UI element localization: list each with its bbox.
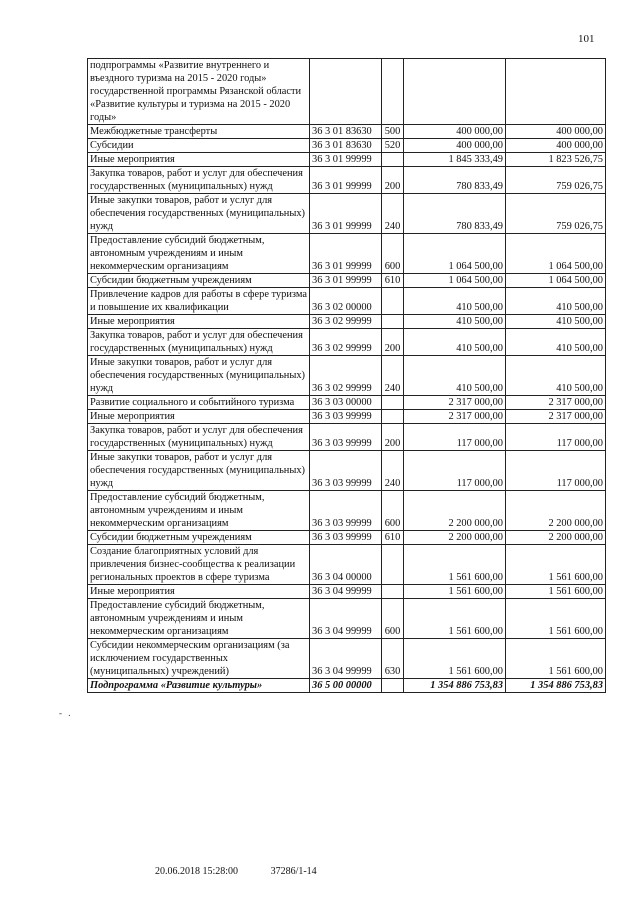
row-name: Привлечение кадров для работы в сфере туризма и повышение их квалификации xyxy=(88,288,310,315)
table-row xyxy=(88,194,606,234)
row-expense-kind xyxy=(382,153,404,167)
row-target-code: 36 3 03 99999 xyxy=(310,451,382,491)
footer-datetime: 20.06.2018 15:28:00 xyxy=(155,866,239,877)
row-expense-kind xyxy=(382,396,404,410)
row-target-code: 36 3 01 99999 xyxy=(310,274,382,288)
table-row xyxy=(88,531,606,545)
row-amount-2020: 2 317 000,00 xyxy=(506,396,606,410)
row-expense-kind: 600 xyxy=(382,234,404,274)
row-expense-kind xyxy=(382,315,404,329)
row-amount-2020: 410 500,00 xyxy=(506,356,606,396)
row-expense-kind: 600 xyxy=(382,599,404,639)
table-row-subprogram xyxy=(88,679,606,693)
row-amount-2019: 117 000,00 xyxy=(404,424,506,451)
row-amount-2019: 1 561 600,00 xyxy=(404,585,506,599)
page-footer xyxy=(155,866,317,877)
row-target-code: 36 3 04 99999 xyxy=(310,639,382,679)
table-row xyxy=(88,315,606,329)
table-row xyxy=(88,585,606,599)
row-expense-kind: 200 xyxy=(382,424,404,451)
row-amount-2020: 117 000,00 xyxy=(506,424,606,451)
row-expense-kind: 240 xyxy=(382,356,404,396)
row-target-code: 36 3 01 83630 xyxy=(310,125,382,139)
table-row xyxy=(88,167,606,194)
row-expense-kind: 610 xyxy=(382,274,404,288)
row-amount-2019: 2 200 000,00 xyxy=(404,491,506,531)
table-row xyxy=(88,153,606,167)
row-name: Субсидии бюджетным учреждениям xyxy=(88,274,310,288)
row-expense-kind: 630 xyxy=(382,639,404,679)
row-amount-2019: 1 561 600,00 xyxy=(404,545,506,585)
row-name: Иные закупки товаров, работ и услуг для обеспечения государственных (муниципальных) нужд xyxy=(88,356,310,396)
row-amount-2020: 410 500,00 xyxy=(506,329,606,356)
row-name: Иные закупки товаров, работ и услуг для обеспечения государственных (муниципальных) нужд xyxy=(88,194,310,234)
row-expense-kind xyxy=(382,288,404,315)
table-row xyxy=(88,545,606,585)
table-row xyxy=(88,234,606,274)
row-amount-2020: 400 000,00 xyxy=(506,139,606,153)
row-expense-kind xyxy=(382,545,404,585)
row-name: Развитие социального и событийного туризма xyxy=(88,396,310,410)
row-amount-2020: 2 200 000,00 xyxy=(506,531,606,545)
row-target-code: 36 3 01 99999 xyxy=(310,167,382,194)
row-name: Закупка товаров, работ и услуг для обеспечения государственных (муниципальных) нужд xyxy=(88,424,310,451)
row-amount-2019: 2 200 000,00 xyxy=(404,531,506,545)
footer-reference: 37286/1-14 xyxy=(270,866,317,877)
row-expense-kind: 500 xyxy=(382,125,404,139)
row-amount-2019: 117 000,00 xyxy=(404,451,506,491)
row-target-code: 36 3 01 99999 xyxy=(310,194,382,234)
row-amount-2020: 759 026,75 xyxy=(506,194,606,234)
row-target-code: 36 3 01 99999 xyxy=(310,234,382,274)
row-target-code: 36 3 03 99999 xyxy=(310,410,382,424)
row-target-code: 36 3 01 99999 xyxy=(310,153,382,167)
row-name: Иные закупки товаров, работ и услуг для обеспечения государственных (муниципальных) нужд xyxy=(88,451,310,491)
table-row xyxy=(88,125,606,139)
row-amount-2020: 410 500,00 xyxy=(506,288,606,315)
row-target-code: 36 5 00 00000 xyxy=(310,679,382,693)
budget-table-body xyxy=(88,59,606,693)
row-expense-kind xyxy=(382,410,404,424)
row-amount-2019: 1 064 500,00 xyxy=(404,274,506,288)
row-target-code: 36 3 04 00000 xyxy=(310,545,382,585)
row-amount-2020: 1 561 600,00 xyxy=(506,639,606,679)
row-name: Межбюджетные трансферты xyxy=(88,125,310,139)
row-amount-2020: 1 064 500,00 xyxy=(506,274,606,288)
row-expense-kind: 240 xyxy=(382,194,404,234)
row-amount-2020: 2 317 000,00 xyxy=(506,410,606,424)
row-amount-2019: 2 317 000,00 xyxy=(404,396,506,410)
row-expense-kind: 520 xyxy=(382,139,404,153)
row-name: Закупка товаров, работ и услуг для обеспечения государственных (муниципальных) нужд xyxy=(88,167,310,194)
row-name: Предоставление субсидий бюджетным, автономным учреждениям и иным некоммерческим организациям xyxy=(88,491,310,531)
row-name: Субсидии некоммерческим организациям (за исключением государственных (муниципальных) учреждений) xyxy=(88,639,310,679)
row-expense-kind xyxy=(382,585,404,599)
row-expense-kind: 610 xyxy=(382,531,404,545)
row-amount-2020: 1 354 886 753,83 xyxy=(506,679,606,693)
row-amount-2019: 780 833,49 xyxy=(404,167,506,194)
table-row xyxy=(88,396,606,410)
row-target-code: 36 3 04 99999 xyxy=(310,599,382,639)
row-name: Субсидии бюджетным учреждениям xyxy=(88,531,310,545)
row-expense-kind: 600 xyxy=(382,491,404,531)
row-amount-2019: 780 833,49 xyxy=(404,194,506,234)
budget-table xyxy=(87,58,606,693)
row-name: Субсидии xyxy=(88,139,310,153)
row-amount-2019: 1 845 333,49 xyxy=(404,153,506,167)
row-target-code: 36 3 04 99999 xyxy=(310,585,382,599)
row-amount-2019 xyxy=(404,59,506,125)
row-amount-2019: 410 500,00 xyxy=(404,356,506,396)
row-amount-2020 xyxy=(506,59,606,125)
row-name: Подпрограмма «Развитие культуры» xyxy=(88,679,310,693)
row-target-code: 36 3 03 00000 xyxy=(310,396,382,410)
row-amount-2019: 410 500,00 xyxy=(404,288,506,315)
row-expense-kind: 200 xyxy=(382,167,404,194)
row-target-code: 36 3 02 99999 xyxy=(310,356,382,396)
row-amount-2019: 400 000,00 xyxy=(404,125,506,139)
row-name: Иные мероприятия xyxy=(88,410,310,424)
row-amount-2020: 1 561 600,00 xyxy=(506,599,606,639)
row-name: Иные мероприятия xyxy=(88,153,310,167)
row-name: Иные мероприятия xyxy=(88,585,310,599)
table-row xyxy=(88,139,606,153)
row-amount-2020: 400 000,00 xyxy=(506,125,606,139)
table-row xyxy=(88,410,606,424)
row-target-code: 36 3 02 99999 xyxy=(310,329,382,356)
row-amount-2019: 410 500,00 xyxy=(404,329,506,356)
row-amount-2020: 117 000,00 xyxy=(506,451,606,491)
row-amount-2020: 759 026,75 xyxy=(506,167,606,194)
row-amount-2019: 1 561 600,00 xyxy=(404,639,506,679)
row-amount-2019: 1 561 600,00 xyxy=(404,599,506,639)
row-amount-2019: 2 317 000,00 xyxy=(404,410,506,424)
row-name: Создание благоприятных условий для привлечения бизнес-сообщества к реализации региональных проектов в сфере туризма xyxy=(88,545,310,585)
row-amount-2020: 1 064 500,00 xyxy=(506,234,606,274)
row-expense-kind: 240 xyxy=(382,451,404,491)
row-target-code: 36 3 03 99999 xyxy=(310,424,382,451)
table-row xyxy=(88,451,606,491)
row-expense-kind xyxy=(382,59,404,125)
row-target-code: 36 3 02 99999 xyxy=(310,315,382,329)
table-row xyxy=(88,274,606,288)
row-name: подпрограммы «Развитие внутреннего и въездного туризма на 2015 - 2020 годы» государственной программы Рязанской области «Развитие культуры и туризма на 2015 - 2020 годы» xyxy=(88,59,310,125)
row-amount-2020: 410 500,00 xyxy=(506,315,606,329)
row-expense-kind xyxy=(382,679,404,693)
table-row xyxy=(88,59,606,125)
row-name: Закупка товаров, работ и услуг для обеспечения государственных (муниципальных) нужд xyxy=(88,329,310,356)
page-number: 101 xyxy=(578,33,595,45)
table-row xyxy=(88,356,606,396)
row-amount-2020: 2 200 000,00 xyxy=(506,491,606,531)
table-row xyxy=(88,288,606,315)
row-amount-2019: 410 500,00 xyxy=(404,315,506,329)
row-amount-2019: 400 000,00 xyxy=(404,139,506,153)
row-amount-2019: 1 064 500,00 xyxy=(404,234,506,274)
row-name: Иные мероприятия xyxy=(88,315,310,329)
row-amount-2019: 1 354 886 753,83 xyxy=(404,679,506,693)
table-row xyxy=(88,329,606,356)
row-name: Предоставление субсидий бюджетным, автономным учреждениям и иным некоммерческим организациям xyxy=(88,234,310,274)
row-target-code: 36 3 03 99999 xyxy=(310,531,382,545)
row-amount-2020: 1 561 600,00 xyxy=(506,545,606,585)
table-row xyxy=(88,599,606,639)
row-target-code: 36 3 03 99999 xyxy=(310,491,382,531)
table-row xyxy=(88,491,606,531)
row-amount-2020: 1 561 600,00 xyxy=(506,585,606,599)
row-amount-2020: 1 823 526,75 xyxy=(506,153,606,167)
table-row xyxy=(88,424,606,451)
row-target-code: 36 3 02 00000 xyxy=(310,288,382,315)
row-expense-kind: 200 xyxy=(382,329,404,356)
row-name: Предоставление субсидий бюджетным, автономным учреждениям и иным некоммерческим организациям xyxy=(88,599,310,639)
row-target-code xyxy=(310,59,382,125)
table-row xyxy=(88,639,606,679)
row-target-code: 36 3 01 83630 xyxy=(310,139,382,153)
margin-mark: - . xyxy=(59,708,73,718)
